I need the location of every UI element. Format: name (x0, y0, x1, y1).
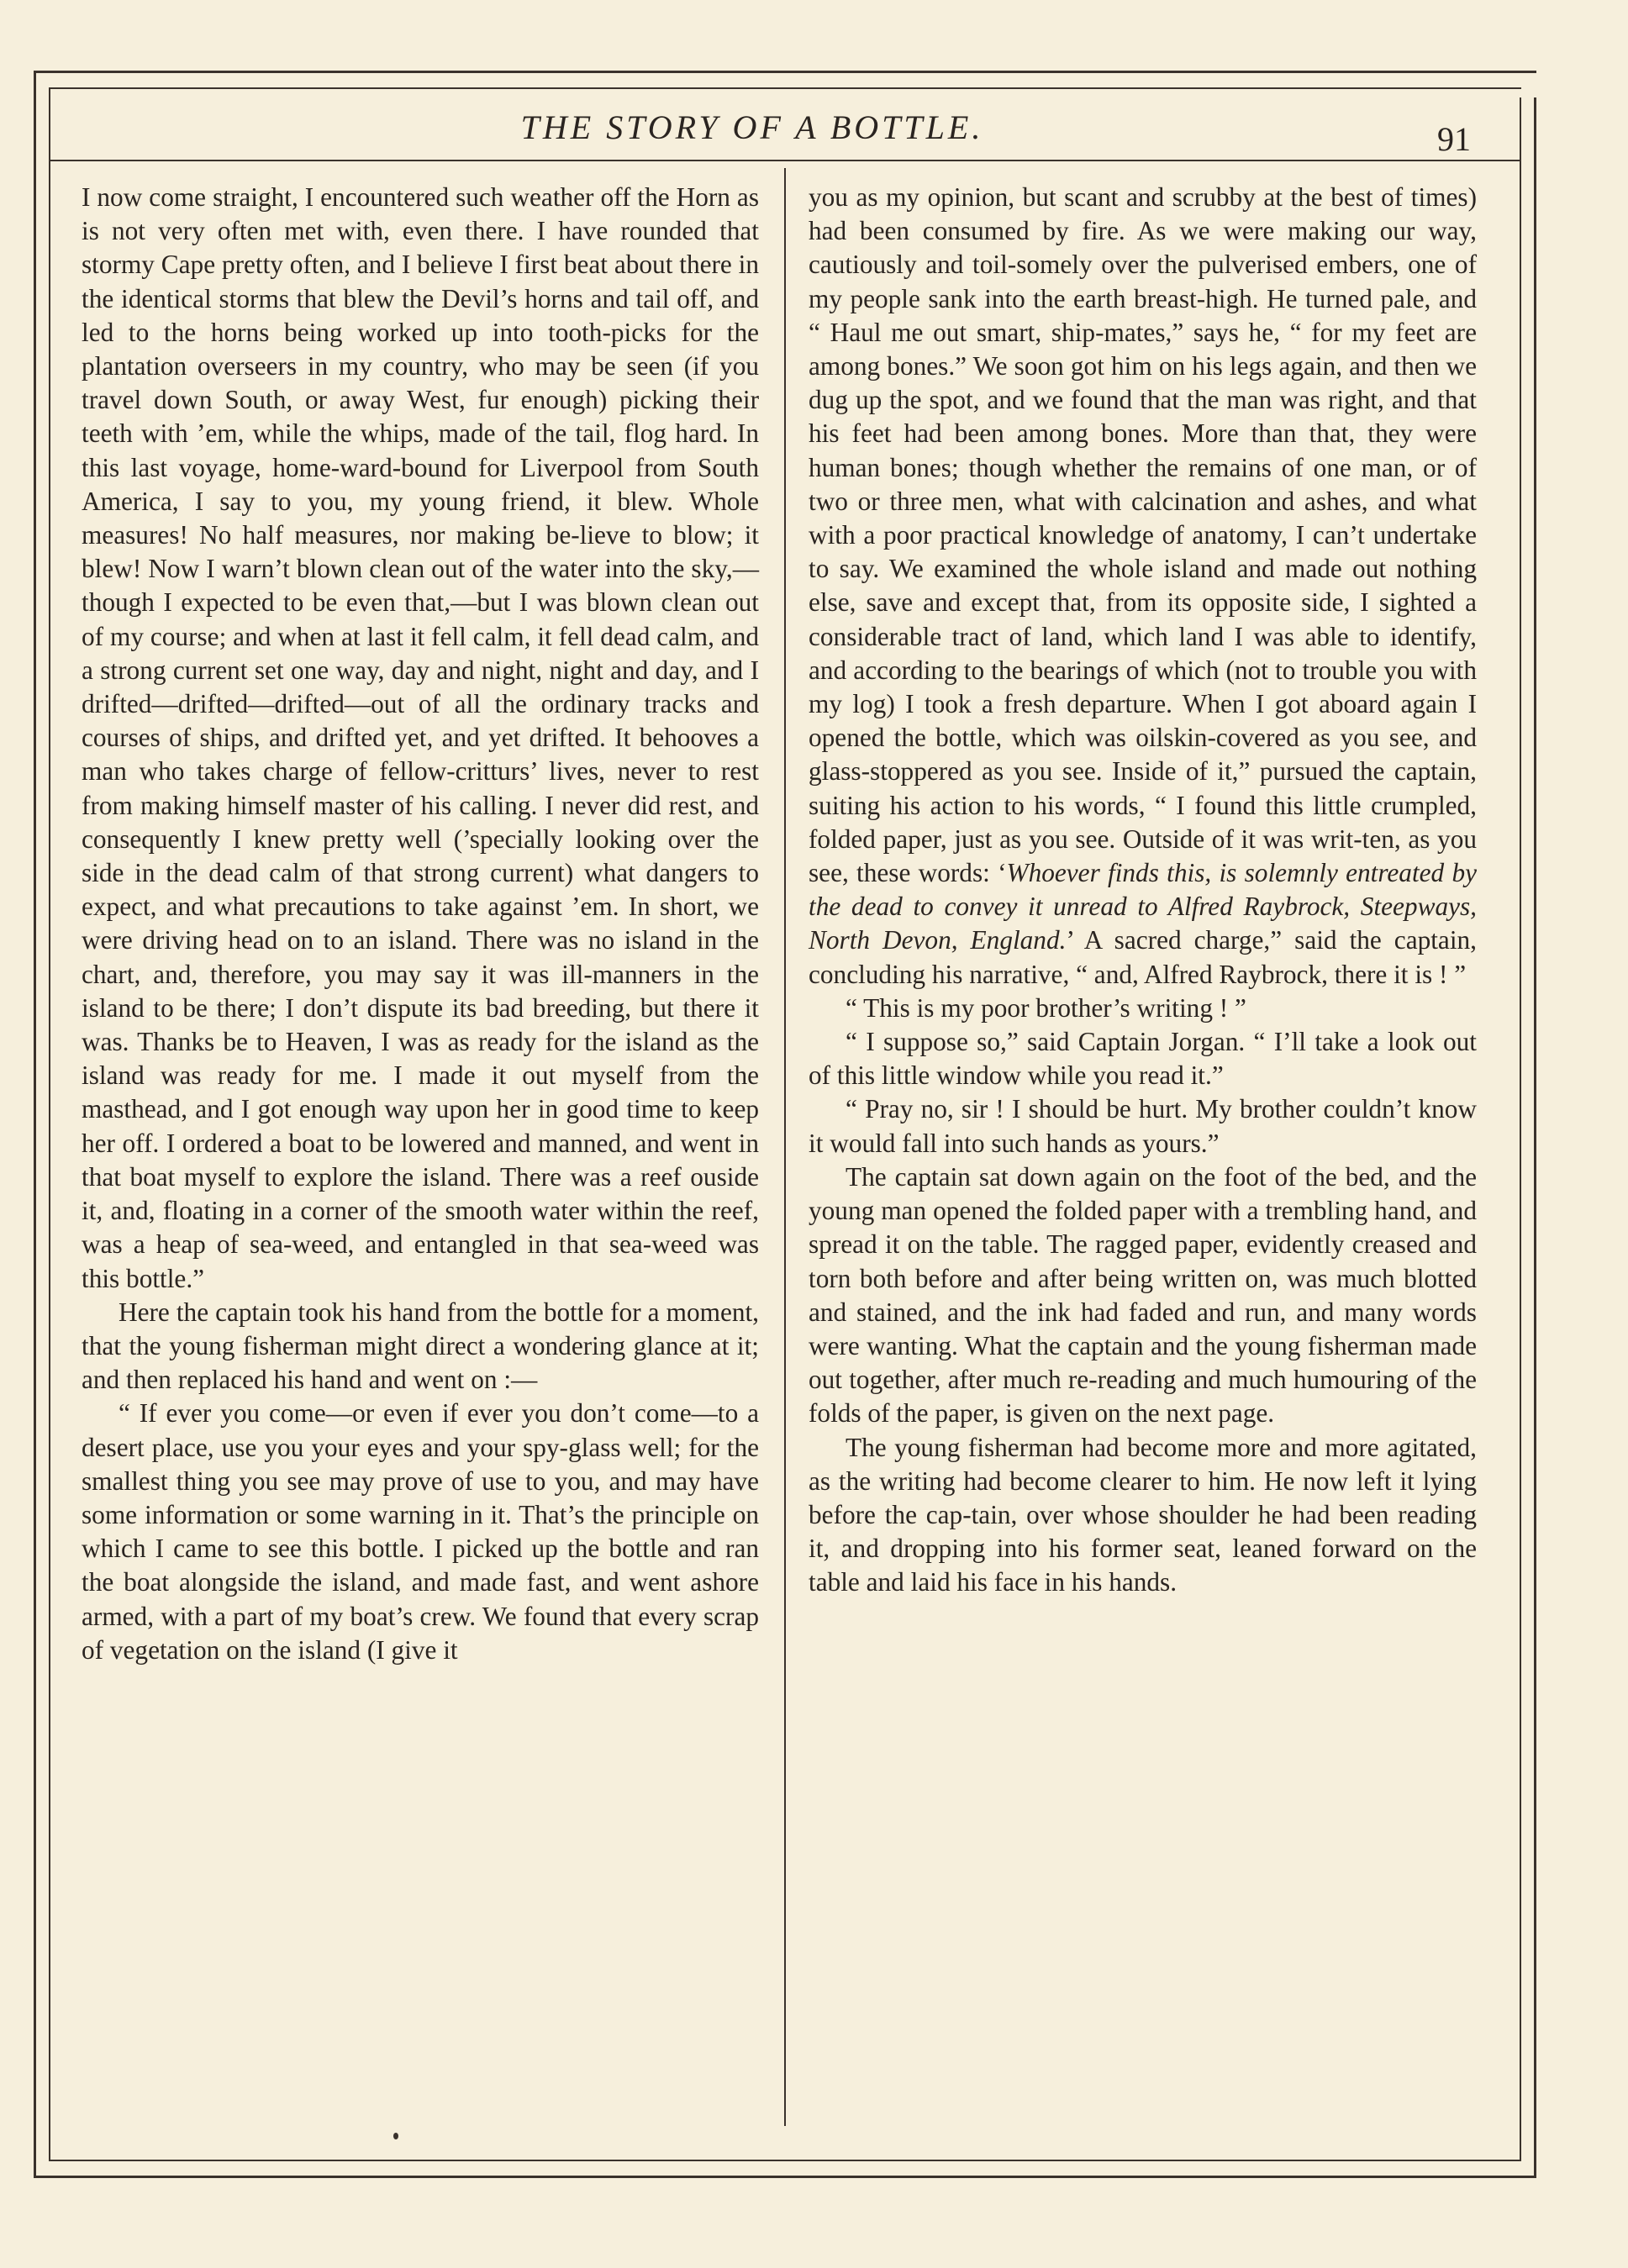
left-rule-outer (34, 71, 36, 2177)
right-paragraph-1-text-end: ’ A sacred charge,” said the captain, concluding his narrative, “ and, Alfred Raybrock, there it is ! ” (809, 925, 1477, 989)
top-rule-outer (34, 71, 1536, 73)
right-rule-inner (1520, 97, 1521, 2160)
left-paragraph-2: Here the captain took his hand from the bottle for a moment, that the young fisherman might direct a wondering glance at it; and then replaced his hand and went on :— (82, 1297, 759, 1395)
right-rule-outer (1534, 97, 1536, 2177)
page-number: 91 (1437, 120, 1471, 158)
right-paragraph-3: “ I suppose so,” said Captain Jorgan. “ I’ll take a look out of this little window while you read it.” (809, 1027, 1477, 1091)
header-rule (50, 160, 1520, 161)
right-paragraph-5: The captain sat down again on the foot of the bed, and the young man opened the folded paper with a trembling hand, and spread it on the table. The ragged paper, evidently creased and torn both before and after being written on, was much blotted and stained, and the ink had faded and run, and many words were wanting. What the captain and the young fisherman made out together, after much re-reading and much humouring of the folds of the paper, is given on the next page. (809, 1161, 1477, 1429)
right-paragraph-1-text: you as my opinion, but scant and scrubby at the best of times) had been consumed by fire. As we were making our way, cautiously and toil-somely over the pulverised embers, one of my people sank into the earth breast-high. He turned pale, and “ Haul me out smart, ship-mates,” says he, “ for my feet are among bones.” We soon got him on his legs again, and then we dug up the spot, and we found that the man was right, and that his feet had been among bones. More than that, they were human bones; though whether the remains of one man, or of two or three men, what with calcination and ashes, and what with a poor practical knowledge of anatomy, I can’t undertake to say. We examined the whole island and made out nothing else, save and except that, from its opposite side, I sighted a considerable tract of land, which land I was able to identify, and according to the bearings of which (not to trouble you with my log) I took a fresh departure. When I got aboard again I opened the bottle, which was oilskin-covered as you see, and glass-stoppered as you see. Inside of it,” pursued the captain, suiting his action to his words, “ I found this little crumpled, folded paper, just as you see. Outside of it was writ-ten, as you see, these words: ‘ (809, 182, 1477, 888)
right-paragraph-2: “ This is my poor brother’s writing ! ” (846, 992, 1246, 1023)
ink-mark (393, 2133, 398, 2139)
left-paragraph-1: I now come straight, I encountered such weather off the Horn as is not very often met with, even there. I have rounded that stormy Cape pretty often, and I believe I first beat about there in the identical storms that blew the Devil’s horns and tail off, and led to the horns being worked up into tooth-picks for the plantation overseers in my country, who may be seen (if you travel down South, or away West, fur enough) picking their teeth with ’em, while the whips, made of the tail, flog hard. In this last voyage, home-ward-bound for Liverpool from South America, I say to you, my young friend, it blew. Whole measures! No half measures, nor making be-lieve to blow; it blew! Now I warn’t blown clean out of the water into the sky,—though I expected to be even that,—but I was blown clean out of my course; and when at last it fell calm, it fell dead calm, and a strong current set one way, day and night, night and day, and I drifted—drifted—drifted—out of all the ordinary tracks and courses of ships, and drifted yet, and yet drifted. It behooves a man who takes charge of fellow-critturs’ lives, never to rest from making himself master of his calling. I never did rest, and consequently I knew pretty well (’specially looking over the side in the dead calm of that strong current) what dangers to expect, and what precautions to take against ’em. In short, we were driving head on to an island. There was no island in the chart, and, therefore, you may say it was ill-manners in the island to be there; I don’t dispute its bad breeding, but there it was. Thanks be to Heaven, I was as ready for the island as the island was ready for me. I made it out myself from the masthead, and I got enough way upon her in good time to keep her off. I ordered a boat to be lowered and manned, and went in that boat myself to explore the island. There was a reef ouside it, and, floating in a corner of the smooth water within the reef, was a heap of sea-weed, and entangled in that sea-weed was this bottle.” (82, 182, 759, 1293)
right-paragraph-6: The young fisherman had become more and more agitated, as the writing had become clearer to him. He now left it lying before the cap-tain, over whose shoulder he had been reading it, and dropping into his former seat, leaned forward on the table and laid his face in his hands. (809, 1432, 1477, 1597)
bottom-rule-inner (49, 2160, 1521, 2161)
bottom-rule-outer (34, 2176, 1536, 2178)
right-paragraph-1 (809, 181, 1477, 992)
left-column (82, 181, 759, 1667)
right-paragraph-4: “ Pray no, sir ! I should be hurt. My brother couldn’t know it would fall into such hands as yours.” (809, 1094, 1477, 1158)
bottle-inscription: Whoever finds this, is solemnly entreated by the dead to convey it unread to Alfred Raybrock, Steepways, North Devon, England. (809, 858, 1477, 955)
top-rule-inner (49, 87, 1521, 89)
column-divider (784, 168, 786, 2126)
right-column (809, 181, 1477, 1600)
left-rule-inner (49, 87, 50, 2160)
left-paragraph-3: “ If ever you come—or even if ever you don’t come—to a desert place, use you your eyes and your spy-glass well; for the smallest thing you see may prove of use to you, and may have some information or some warning in it. That’s the principle on which I came to see this bottle. I picked up the bottle and ran the boat alongside the island, and made fast, and went ashore armed, with a part of my boat’s crew. We found that every scrap of vegetation on the island (I give it (82, 1398, 759, 1665)
running-header-title: THE STORY OF A BOTTLE. (520, 108, 984, 146)
